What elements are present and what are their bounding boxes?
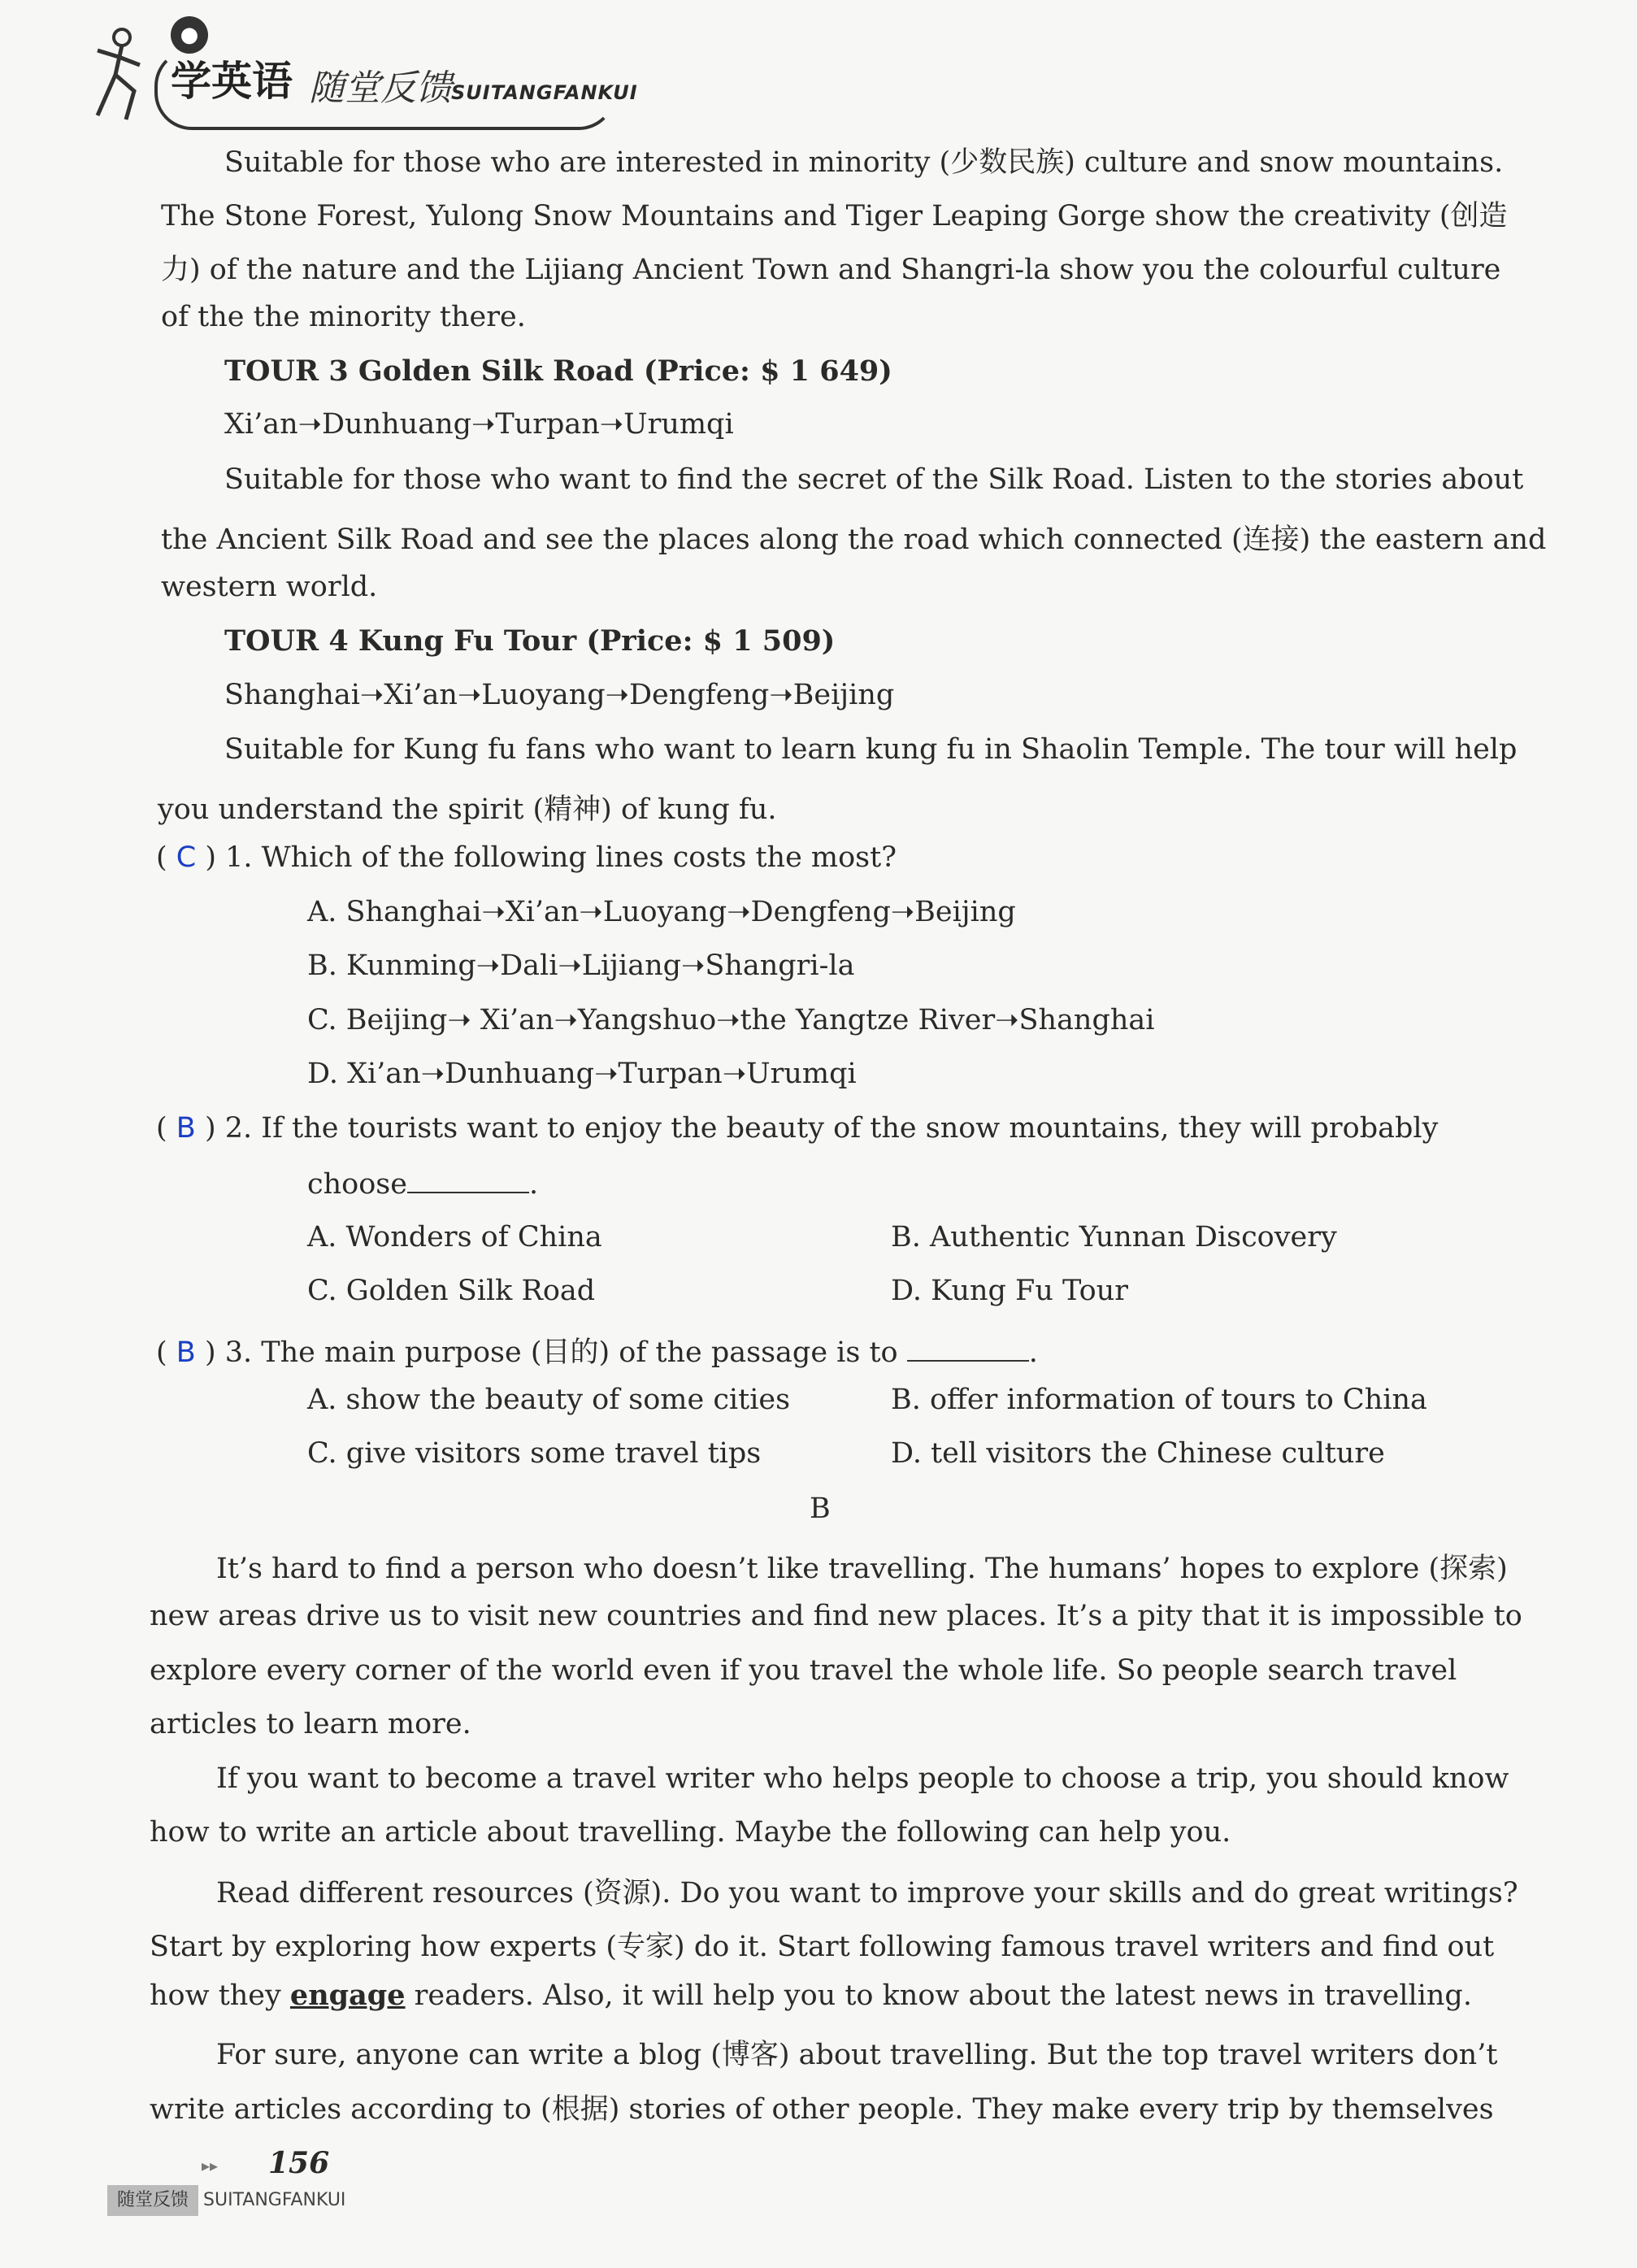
answer-1: C (176, 841, 197, 874)
tour4-desc: you understand the spirit (精神) of kung fu. (158, 793, 777, 826)
tour3-desc: Suitable for those who want to find the secret of the Silk Road. Listen to the stories about (224, 463, 1524, 496)
question-2-stem-2: choose (307, 1168, 407, 1201)
q2-option-b: B. Authentic Yunnan Discovery (891, 1221, 1337, 1253)
answer-3: B (176, 1336, 196, 1369)
passage-a-line: Suitable for those who are interested in minority (少数民族) culture and snow mountains. (224, 146, 1504, 179)
q1-option-a: A. Shanghai➝Xi’an➝Luoyang➝Dengfeng➝Beijing (307, 896, 1016, 928)
passage-b-line: articles to learn more. (150, 1708, 471, 1740)
section-b-label: B (810, 1492, 831, 1525)
q1-option-d: D. Xi’an➝Dunhuang➝Turpan➝Urumqi (307, 1058, 857, 1090)
q3-option-c: C. give visitors some travel tips (307, 1437, 762, 1470)
passage-b-text: readers. Also, it will help you to know about the latest news in travelling. (405, 1979, 1472, 2012)
running-figure-icon (89, 26, 154, 124)
passage-b-line: new areas drive us to visit new countries and find new places. It’s a pity that it is impossible to (150, 1600, 1522, 1632)
passage-a-line: 力) of the nature and the Lijiang Ancient Town and Shangri-la show you the colourful culture (161, 254, 1501, 286)
passage-b-line: For sure, anyone can write a blog (博客) about travelling. But the top travel writers don’t (216, 2039, 1498, 2071)
passage-b-line: Start by exploring how experts (专家) do it. Start following famous travel writers and find out (150, 1931, 1495, 1963)
question-2-continued: choose . (307, 1168, 539, 1201)
passage-b-line (150, 1979, 1472, 2012)
logo-pinyin: SUITANGFANKUI (451, 81, 638, 104)
q2-option-d: D. Kung Fu Tour (891, 1275, 1128, 1307)
tour3-title: TOUR 3 Golden Silk Road (Price: $ 1 649) (224, 354, 892, 388)
logo-title: 学英语 (171, 58, 293, 105)
passage-b-line: It’s hard to find a person who doesn’t like travelling. The humans’ hopes to explore (探索) (216, 1553, 1508, 1585)
tour3-desc: western world. (161, 571, 378, 603)
passage-a-line: of the the minority there. (161, 301, 526, 333)
q2-option-a: A. Wonders of China (307, 1221, 602, 1253)
tour4-desc: Suitable for Kung fu fans who want to learn kung fu in Shaolin Temple. The tour will help (224, 733, 1518, 766)
q3-option-b: B. offer information of tours to China (891, 1384, 1427, 1416)
tour4-route: Shanghai➝Xi’an➝Luoyang➝Dengfeng➝Beijing (224, 679, 895, 711)
passage-b-text: how they (150, 1979, 290, 2012)
question-1-stem: ) 1. Which of the following lines costs the most? (205, 841, 897, 874)
footer-arrow-icon: ▸▸ (202, 2156, 219, 2175)
page-number: 156 (268, 2146, 330, 2180)
question-2-stem: ) 2. If the tourists want to enjoy the beauty of the snow mountains, they will probably (204, 1112, 1439, 1145)
passage-b-line: write articles according to (根据) stories of other people. They make every trip by themselves (150, 2093, 1494, 2126)
tour3-route: Xi’an➝Dunhuang➝Turpan➝Urumqi (224, 408, 734, 441)
passage-b-line: explore every corner of the world even if you travel the whole life. So people search travel (150, 1654, 1457, 1687)
answer-blank (407, 1167, 529, 1193)
logo-subtitle: 随堂反馈 (309, 67, 452, 109)
footer-pinyin: SUITANGFANKUI (203, 2190, 346, 2210)
passage-b-line: how to write an article about travelling. Maybe the following can help you. (150, 1816, 1231, 1849)
question-2: ( B ) 2. If the tourists want to enjoy the beauty of the snow mountains, they will probably (156, 1112, 1439, 1145)
passage-b-line: Read different resources (资源). Do you want to improve your skills and do great writings? (216, 1877, 1518, 1910)
page-header (89, 16, 821, 130)
passage-b-line: If you want to become a travel writer who helps people to choose a trip, you should know (216, 1762, 1509, 1795)
question-3: ( B ) 3. The main purpose (目的) of the passage is to . (156, 1336, 1038, 1369)
q1-option-c: C. Beijing➝ Xi’an➝Yangshuo➝the Yangtze River➝Shanghai (307, 1004, 1155, 1036)
logo-dot-icon: ● (171, 16, 208, 54)
footer-label: 随堂反馈 (107, 2185, 198, 2216)
question-1: ( C ) 1. Which of the following lines costs the most? (156, 841, 897, 874)
question-3-stem: ) 3. The main purpose (目的) of the passage is to (204, 1336, 898, 1369)
tour3-desc: the Ancient Silk Road and see the places along the road which connected (连接) the eastern and (161, 524, 1547, 556)
tour4-title: TOUR 4 Kung Fu Tour (Price: $ 1 509) (224, 624, 836, 658)
answer-2: B (176, 1112, 196, 1145)
keyword-engage: engage (289, 1979, 406, 2012)
q3-option-a: A. show the beauty of some cities (307, 1384, 791, 1416)
passage-a-line: The Stone Forest, Yulong Snow Mountains and Tiger Leaping Gorge show the creativity (创造 (161, 200, 1508, 232)
q2-option-c: C. Golden Silk Road (307, 1275, 596, 1307)
answer-blank (907, 1336, 1029, 1362)
q3-option-d: D. tell visitors the Chinese culture (891, 1437, 1385, 1470)
q1-option-b: B. Kunming➝Dali➝Lijiang➝Shangri-la (307, 949, 855, 982)
